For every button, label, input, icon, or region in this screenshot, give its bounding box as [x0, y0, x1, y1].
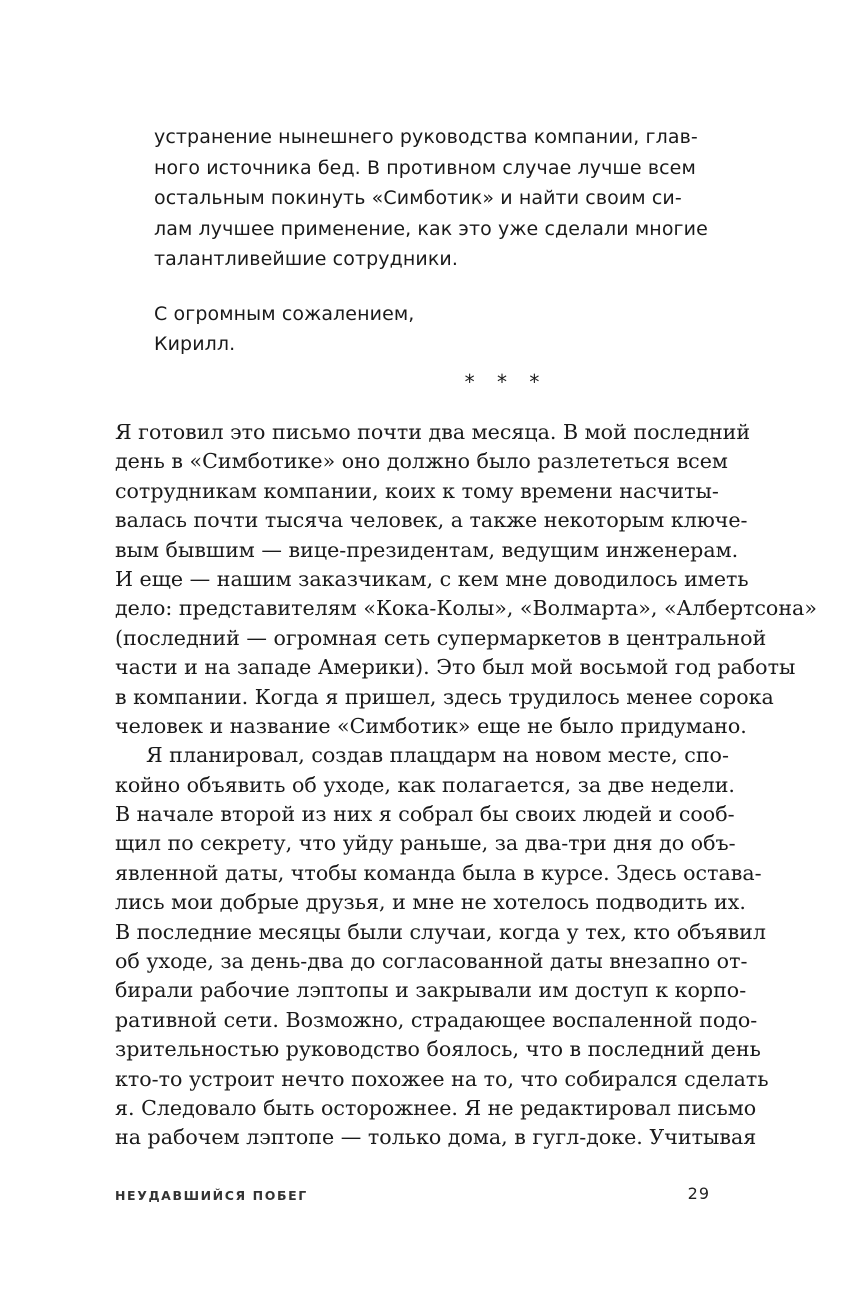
running-title: НЕУДАВШИЙСЯ ПОБЕГ: [115, 1188, 308, 1203]
page-number: 29: [687, 1184, 710, 1203]
body-line: об уходе, за день-два до согласованной даты внезапно от-: [115, 949, 748, 974]
letter-excerpt: [154, 122, 714, 360]
body-line: щил по секрету, что уйду раньше, за два-три дня до объ-: [115, 831, 736, 856]
section-separator: * * *: [464, 370, 548, 394]
letter-closing: С огромным сожалением,: [154, 302, 415, 325]
body-line: части и на западе Америки). Это был мой восьмой год работы: [115, 655, 796, 680]
body-line: в компании. Когда я пришел, здесь трудилось менее сорока: [115, 684, 774, 709]
body-line: явленной даты, чтобы команда была в курсе. Здесь остава-: [115, 860, 762, 885]
body-line: Я планировал, создав плацдарм на новом месте, спо-: [146, 743, 729, 768]
body-line: И еще — нашим заказчикам, с кем мне доводилось иметь: [115, 566, 749, 591]
letter-signature: Кирилл.: [154, 333, 236, 355]
body-line: вым бывшим — вице-президентам, ведущим инженерам.: [115, 537, 739, 562]
letter-spacer: [154, 275, 714, 299]
letter-line: лам лучшее применение, как это уже сделали многие: [154, 217, 708, 240]
body-line: валась почти тысяча человек, а также некоторым ключе-: [115, 508, 748, 533]
body-line: ративной сети. Возможно, страдающее воспаленной подо-: [115, 1007, 758, 1032]
letter-line: остальным покинуть «Симботик» и найти своим си-: [154, 187, 682, 209]
body-line: лись мои добрые друзья, и мне не хотелось подводить их.: [115, 890, 746, 915]
body-line: В начале второй из них я собрал бы своих людей и сооб-: [115, 802, 735, 827]
letter-line: ного источника бед. В противном случае лучше всем: [154, 156, 696, 179]
body-line: кто-то устроит нечто похожее на то, что собирался сделать: [115, 1066, 769, 1091]
letter-line: талантливейшие сотрудники.: [154, 248, 458, 270]
body-line: день в «Симботике» оно должно было разлететься всем: [115, 449, 728, 474]
body-line: зрительностью руководство боялось, что в последний день: [115, 1037, 761, 1062]
body-line: сотрудникам компании, коих к тому времени насчиты-: [115, 478, 719, 503]
letter-line: устранение нынешнего руководства компании, глав-: [154, 126, 698, 148]
body-line: В последние месяцы были случаи, когда у тех, кто объявил: [115, 919, 766, 944]
body-line: дело: представителям «Кока-Колы», «Волмарта», «Албертсона»: [115, 596, 817, 621]
body-text: [115, 418, 817, 1153]
body-line: бирали рабочие лэптопы и закрывали им доступ к корпо-: [115, 978, 747, 1003]
body-line: я. Следовало быть осторожнее. Я не редактировал письмо: [115, 1095, 757, 1120]
body-line: (последний — огромная сеть супермаркетов в центральной: [115, 625, 767, 650]
body-line: человек и название «Симботик» еще не было придумано.: [115, 713, 747, 738]
body-line: койно объявить об уходе, как полагается, за две недели.: [115, 772, 735, 797]
body-line: на рабочем лэптопе — только дома, в гугл-доке. Учитывая: [115, 1125, 757, 1150]
body-line: Я готовил это письмо почти два месяца. В мой последний: [115, 420, 751, 444]
